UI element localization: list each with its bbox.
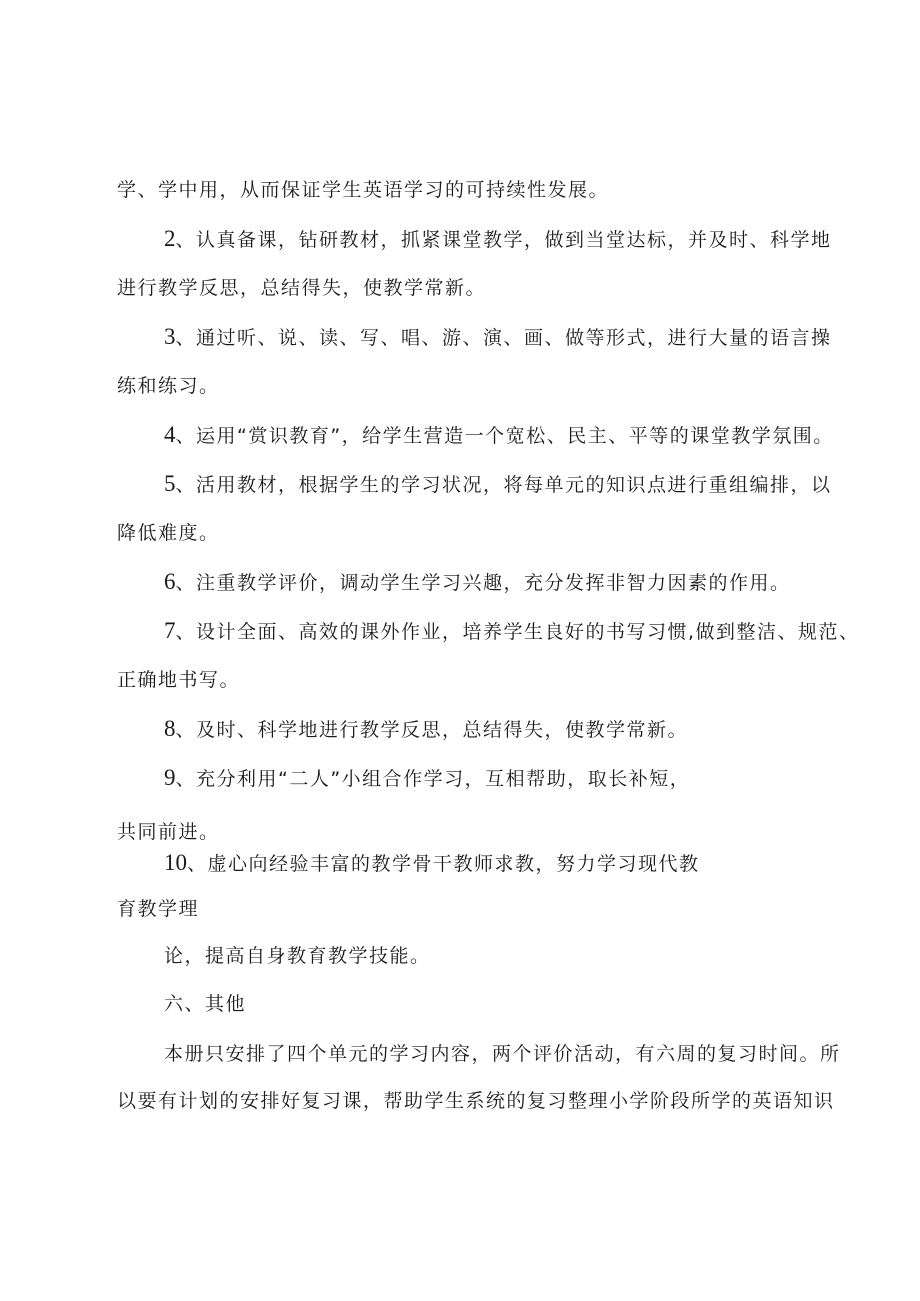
line-text: 、及时、科学地进行教学反思，总结得失，使教学常新。: [175, 719, 689, 741]
text-line-17: [164, 944, 431, 968]
list-number: 9: [164, 765, 176, 790]
text-line-8: [117, 521, 220, 545]
list-item-2: [164, 227, 832, 252]
line-text: 、运用“赏识教育”，给学生营造一个宽松、民主、平等的课堂教学氛围。: [175, 425, 834, 447]
line-text: 共同前进。: [117, 821, 220, 843]
line-text: 、通过听、说、读、写、唱、游、演、画、做等形式，进行大量的语言操: [175, 327, 832, 349]
list-number: 7: [164, 618, 176, 643]
line-text: 、活用教材，根据学生的学习状况，将每单元的知识点进行重组编排，以: [175, 474, 832, 496]
list-item-7: [164, 619, 860, 644]
text-line-16: [117, 897, 199, 921]
line-text: 以要有计划的安排好复习课，帮助学生系统的复习整理小学阶段所学的英语知识: [117, 1090, 835, 1112]
list-item-5: [164, 472, 832, 497]
line-text: 六、其他: [164, 993, 247, 1015]
text-line-3: [117, 276, 486, 300]
text-line-19: [164, 1042, 841, 1066]
line-text: 学、学中用，从而保证学生英语学习的可持续性发展。: [117, 179, 610, 201]
list-item-3: [164, 325, 832, 350]
text-line-14: [117, 820, 220, 844]
list-item-8: [164, 717, 688, 742]
line-text: 练和练习。: [117, 375, 220, 397]
text-line-11: [117, 668, 240, 692]
line-text: 论，提高自身教育教学技能。: [164, 945, 431, 967]
section-heading: [164, 992, 246, 1016]
line-text: 本册只安排了四个单元的学习内容，两个评价活动，有六周的复习时间。所: [164, 1043, 841, 1065]
list-number: 4: [164, 422, 176, 447]
list-item-9: [164, 766, 690, 791]
list-number: 8: [164, 716, 176, 741]
line-text: 、设计全面、高效的课外作业，培养学生良好的书写习惯,做到整洁、规范、: [175, 621, 860, 643]
line-text: 降低难度。: [117, 522, 220, 544]
line-text: 正确地书写。: [117, 669, 241, 691]
list-number: 3: [164, 324, 176, 349]
text-line-1: [117, 178, 609, 202]
list-number: 2: [164, 226, 176, 251]
list-number: 10: [164, 850, 187, 875]
list-item-4: [164, 423, 834, 448]
list-number: 6: [164, 569, 176, 594]
text-line-5: [117, 374, 220, 398]
line-text: 进行教学反思，总结得失，使教学常新。: [117, 277, 487, 299]
line-text: 育教学理: [117, 898, 200, 920]
line-text: 、注重教学评价，调动学生学习兴趣，充分发挥非智力因素的作用。: [175, 572, 791, 594]
line-text: 、虚心向经验丰富的教学骨干教师求教，努力学习现代教: [187, 853, 700, 875]
text-line-20: [117, 1089, 835, 1113]
line-text: 、认真备课，钻研教材，抓紧课堂教学，做到当堂达标，并及时、科学地: [175, 229, 832, 251]
list-item-10: [164, 851, 700, 876]
list-item-6: [164, 570, 791, 595]
list-number: 5: [164, 471, 176, 496]
line-text: 、充分利用“二人”小组合作学习，互相帮助，取长补短，: [175, 768, 691, 790]
